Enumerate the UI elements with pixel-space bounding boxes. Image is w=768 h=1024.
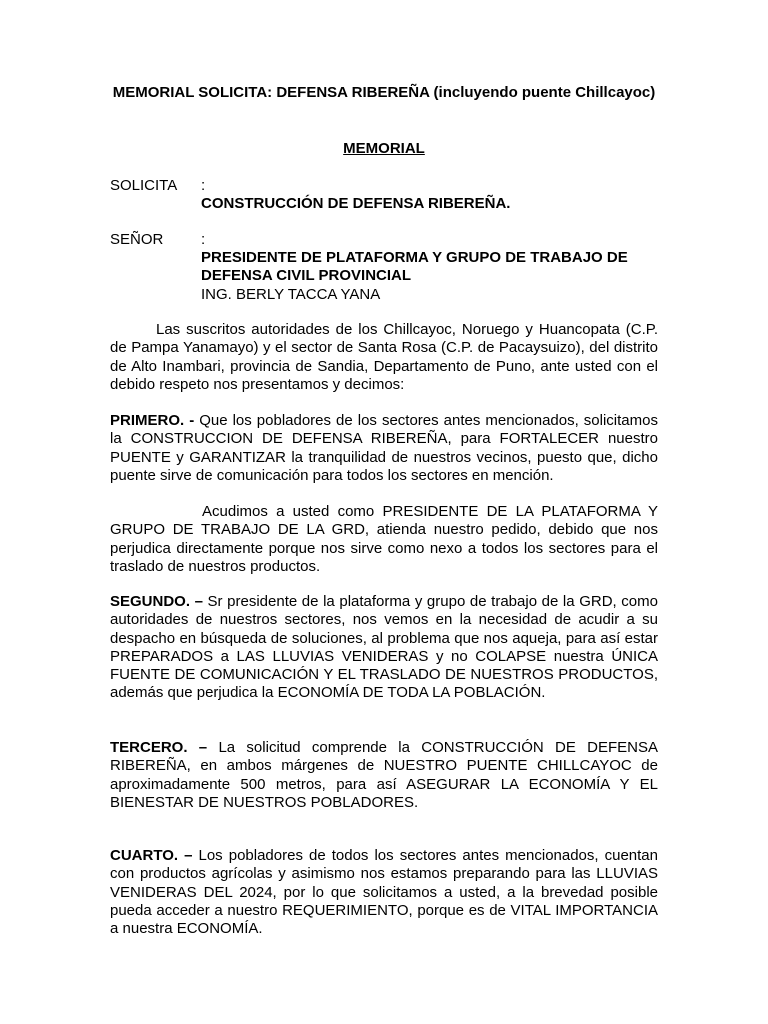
senor-value-title: PRESIDENTE DE PLATAFORMA Y GRUPO DE TRABAJO DE DEFENSA CIVIL PROVINCIAL [201, 249, 628, 285]
document-subtitle: MEMORIAL [343, 140, 425, 157]
solicita-value [201, 195, 661, 213]
senor-colon: : [201, 231, 206, 248]
senor-value-name: ING. BERLY TACCA YANA [201, 285, 381, 303]
cuarto-text: Los pobladores de todos los sectores antes mencionados, cuentan con productos agrícolas y asimismo nos estamos preparando para las LLUVIAS VENIDERAS DEL 2024, por lo que solicitamos a usted, a la brevedad posible pueda acceder a nuestro REQUERIMIENTO, porque es de VITAL IMPORTANCIA a nuestra ECONOMÍA. [110, 847, 658, 938]
senor-label: SEÑOR [110, 231, 164, 248]
solicita-label: SOLICITA [110, 177, 178, 194]
segundo-heading: SEGUNDO. – [110, 593, 203, 610]
senor-value [201, 249, 651, 304]
cuarto-heading: CUARTO. – [110, 847, 193, 864]
intro-paragraph: Las suscritos autoridades de los Chillcayoc, Noruego y Huancopata (C.P. de Pampa Yanamayo) y el sector de Santa Rosa (C.P. de Pacaysuizo), del distrito de Alto Inambari, provincia de Sandia, Departamento de Puno, ante usted con el debido respeto nos presentamos y decimos: [110, 321, 658, 393]
segundo-text: Sr presidente de la plataforma y grupo de trabajo de la GRD, como autoridades de nuestros sectores, nos vemos en la necesidad de acudir a su despacho en búsqueda de soluciones, al problema que nos aqueja, para así estar PREPARADOS a LAS LLUVIAS VENIDERAS y no COLAPSE nuestra ÚNICA FUENTE DE COMUNICACIÓN Y EL TRASLADO DE NUESTROS PRODUCTOS, además que perjudica la ECONOMÍA DE TODA LA POBLACIÓN. [110, 593, 658, 702]
primero-heading: PRIMERO. - [110, 412, 195, 429]
tercero-paragraph [110, 739, 658, 812]
solicita-value-text: CONSTRUCCIÓN DE DEFENSA RIBEREÑA. [201, 195, 511, 212]
primero-paragraph [110, 412, 658, 485]
primero-paragraph-2: Acudimos a usted como PRESIDENTE DE LA PLATAFORMA Y GRUPO DE TRABAJO DE LA GRD, atienda nuestro pedido, debido que nos perjudica directamente porque nos sirve como nexo a todos los sectores para el traslado de nuestros productos. [110, 503, 658, 575]
cuarto-paragraph [110, 847, 658, 938]
primero-text: Que los pobladores de los sectores antes mencionados, solicitamos la CONSTRUCCION DE DEFENSA RIBEREÑA, para FORTALECER nuestro PUENTE y GARANTIZAR la tranquilidad de nuestros vecinos, puesto que, dicho puente sirve de comunicación para todos los sectores en mención. [110, 412, 658, 484]
solicita-colon: : [201, 177, 206, 194]
tercero-heading: TERCERO. – [110, 739, 208, 756]
document-title: MEMORIAL SOLICITA: DEFENSA RIBEREÑA (incluyendo puente Chillcayoc) [112, 84, 656, 101]
tercero-text: La solicitud comprende la CONSTRUCCIÓN DE DEFENSA RIBEREÑA, en ambos márgenes de NUESTRO PUENTE CHILLCAYOC de aproximadamente 500 metros, para así ASEGURAR LA ECONOMÍA Y EL BIENESTAR DE NUESTROS POBLADORES. [110, 739, 659, 811]
segundo-paragraph [110, 593, 658, 703]
